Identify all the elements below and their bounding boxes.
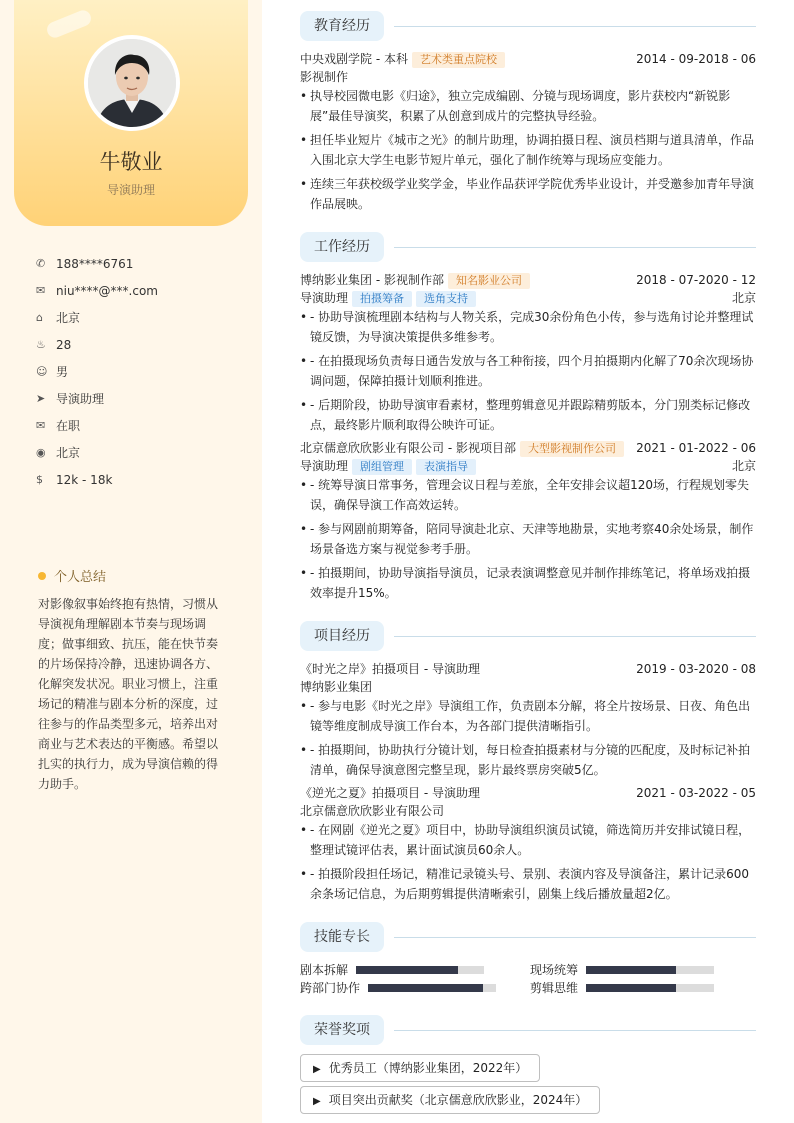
list-item: • - 拍摄阶段担任场记，精准记录镜头号、景别、表演内容及导演备注，累计记录600余条场记信息，为后期剪辑提供清晰索引，剧集上线后播放量超2亿。 — [300, 864, 756, 904]
skill-tag: 选角支持 — [416, 291, 476, 307]
project-company: 北京儒意欣欣影业有限公司 — [300, 804, 445, 818]
list-item: • - 参与电影《时光之岸》导演组工作，负责剧本分解，将全片按场景、日夜、角色出镜等维度制成导演工作台本，为各部门提供清晰指引。 — [300, 696, 756, 736]
skill-tag: 表演指导 — [416, 459, 476, 475]
person-title: 导演助理 — [106, 183, 155, 197]
decorative-pill — [45, 8, 94, 40]
award-text: 优秀员工（博纳影业集团，2022年） — [328, 1061, 528, 1075]
skill-bar — [368, 984, 496, 992]
project-name: 《时光之岸》拍摄项目 - 导演助理 — [300, 662, 480, 676]
divider — [394, 26, 756, 27]
list-item: • 执导校园微电影《归途》，独立完成编剧、分镜与现场调度，影片获校内“新锐影展”最佳导演奖，积累了从创意到成片的完整执导经验。 — [300, 86, 756, 126]
skill-tag: 剧组管理 — [352, 459, 412, 475]
section-education — [300, 11, 756, 41]
list-item: • - 在拍摄现场负责每日通告发放与各工种衔接，四个月拍摄期内化解了70余次现场协调问题，保障拍摄计划顺利推进。 — [300, 351, 756, 391]
job-role: 导演助理 — [300, 291, 349, 305]
list-item: • 担任毕业短片《城市之光》的制片助理，协调拍摄日程、演员档期与道具清单，作品入围北京大学生电影节短片单元，强化了制作统筹与现场应变能力。 — [300, 130, 756, 170]
skill-tag: 拍摄筹备 — [352, 291, 412, 307]
skill-bar-fill — [368, 984, 483, 992]
phone-icon: ✆ — [36, 257, 46, 270]
skill-bar-fill — [586, 966, 676, 974]
work-role-row — [300, 289, 756, 307]
location-icon: ◉ — [36, 446, 46, 459]
list-item: • 连续三年获校级学业奖学金，毕业作品获评学院优秀毕业设计，并受邀参加青年导演作品展映。 — [300, 174, 756, 214]
divider — [394, 636, 756, 637]
list-item: • - 协助导演梳理剧本结构与人物关系，完成30余份角色小传，参与选角讨论并整理试镜反馈，为导演决策提供多维参考。 — [300, 307, 756, 347]
skill-name: 跨部门协作 — [300, 981, 361, 995]
status-icon: ✉ — [36, 419, 46, 432]
skill-item — [530, 980, 714, 996]
skill-name: 剪辑思维 — [530, 981, 579, 995]
school-tag: 艺术类重点院校 — [412, 52, 505, 68]
contact-location: ◉ 北京 — [36, 446, 81, 460]
contact-salary: $ 12k - 18k — [36, 472, 113, 487]
project-header — [300, 660, 756, 678]
person-name: 牛敬业 — [99, 150, 163, 174]
skill-name: 剧本拆解 — [300, 963, 349, 977]
skill-bar — [586, 984, 714, 992]
work-header — [300, 439, 756, 457]
education-major: 影视制作 — [300, 70, 349, 84]
divider — [394, 247, 756, 248]
section-title: 项目经历 — [300, 621, 384, 651]
skill-name: 现场统筹 — [530, 963, 579, 977]
target-job-icon: ➤ — [36, 392, 46, 405]
section-title: 荣誉奖项 — [300, 1015, 384, 1045]
project-name: 《逆光之夏》拍摄项目 - 导演助理 — [300, 786, 480, 800]
work-date: 2018 - 07-2020 - 12 — [636, 273, 756, 287]
project-header — [300, 784, 756, 802]
section-title: 教育经历 — [300, 11, 384, 41]
contact-hometown: ⌂ 北京 — [36, 311, 81, 325]
skill-item — [300, 962, 484, 978]
contact-email: ✉ niu****@***.com — [36, 283, 158, 298]
divider — [394, 1030, 756, 1031]
avatar — [84, 35, 180, 131]
project-date: 2019 - 03-2020 - 08 — [636, 662, 756, 676]
skill-bar-fill — [586, 984, 676, 992]
award-item — [300, 1054, 540, 1082]
salary-icon: $ — [36, 473, 43, 486]
section-title: 工作经历 — [300, 232, 384, 262]
project-company: 博纳影业集团 — [300, 680, 373, 694]
work-city: 北京 — [731, 291, 756, 305]
skill-item — [530, 962, 714, 978]
contact-target-job: ➤ 导演助理 — [36, 392, 105, 406]
work-role-row — [300, 457, 756, 475]
company-tag: 大型影视制作公司 — [520, 441, 624, 457]
summary-text: 对影像叙事始终抱有热情，习惯从导演视角理解剧本节奏与现场调度；做事细致、抗压，能在快节奏的片场保持冷静，迅速协调各方、化解突发状况。职业习惯上，注重场记的精准与剧本分析的深度，过往参与的作品类型多元，培养出对商业与艺术表达的平衡感。希望以扎实的执行力，成为导演信赖的得力助手。 — [38, 597, 219, 791]
education-header — [300, 50, 756, 68]
award-text: 项目突出贡献奖（北京儒意欣欣影业，2024年） — [328, 1093, 588, 1107]
work-city: 北京 — [731, 459, 756, 473]
summary-heading: 个人总结 — [38, 566, 106, 585]
section-skills — [300, 922, 756, 952]
school-name: 中央戏剧学院 - 本科 — [300, 52, 408, 66]
project-date: 2021 - 03-2022 - 05 — [636, 786, 756, 800]
divider — [394, 937, 756, 938]
company-tag: 知名影业公司 — [448, 273, 530, 289]
skill-bar — [356, 966, 484, 974]
work-header — [300, 271, 756, 289]
list-item: • - 参与网剧前期筹备，陪同导演赴北京、天津等地勘景，实地考察40余处场景，制作场景备选方案与视觉参考手册。 — [300, 519, 756, 559]
dot-icon — [38, 572, 46, 580]
list-item: • - 拍摄期间，协助导演指导演员，记录表演调整意见并制作排练笔记，将单场戏拍摄效率提升15%。 — [300, 563, 756, 603]
contact-list — [36, 250, 246, 493]
mail-icon: ✉ — [36, 284, 46, 297]
gender-icon: ☺ — [36, 365, 48, 378]
section-awards — [300, 1015, 756, 1045]
sidebar — [0, 0, 262, 1123]
section-projects — [300, 621, 756, 651]
education-date: 2014 - 09-2018 - 06 — [636, 52, 756, 66]
job-role: 导演助理 — [300, 459, 349, 473]
list-item: • - 拍摄期间，协助执行分镜计划，每日检查拍摄素材与分镜的匹配度，及时标记补拍清单，确保导演意图完整呈现，影片最终票房突破5亿。 — [300, 740, 756, 780]
play-triangle-icon: ▶ — [313, 1064, 321, 1075]
home-icon: ⌂ — [36, 311, 43, 324]
company-name: 博纳影业集团 - 影视制作部 — [300, 273, 444, 287]
section-title: 技能专长 — [300, 922, 384, 952]
company-name: 北京儒意欣欣影业有限公司 - 影视项目部 — [300, 441, 516, 455]
list-item: • - 后期阶段，协助导演审看素材，整理剪辑意见并跟踪精剪版本，分门别类标记修改点，最终影片顺利取得公映许可证。 — [300, 395, 756, 435]
award-item — [300, 1086, 600, 1114]
skill-item — [300, 980, 496, 996]
skill-bar-fill — [356, 966, 458, 974]
contact-phone: ✆ 188****6761 — [36, 256, 134, 271]
list-item: • - 统筹导演日常事务，管理会议日程与差旅，全年安排会议超120场，行程规划零失误，确保导演工作高效运转。 — [300, 475, 756, 515]
contact-status: ✉ 在职 — [36, 419, 81, 433]
work-date: 2021 - 01-2022 - 06 — [636, 441, 756, 455]
skill-bar — [586, 966, 714, 974]
contact-age: ♨ 28 — [36, 337, 72, 352]
list-item: • - 在网剧《逆光之夏》项目中，协助导演组织演员试镜，筛选简历并安排试镜日程，整理试镜评估表，累计面试演员60余人。 — [300, 820, 756, 860]
age-icon: ♨ — [36, 338, 46, 351]
section-work — [300, 232, 756, 262]
play-triangle-icon: ▶ — [313, 1096, 321, 1107]
contact-gender: ☺ 男 — [36, 365, 69, 379]
